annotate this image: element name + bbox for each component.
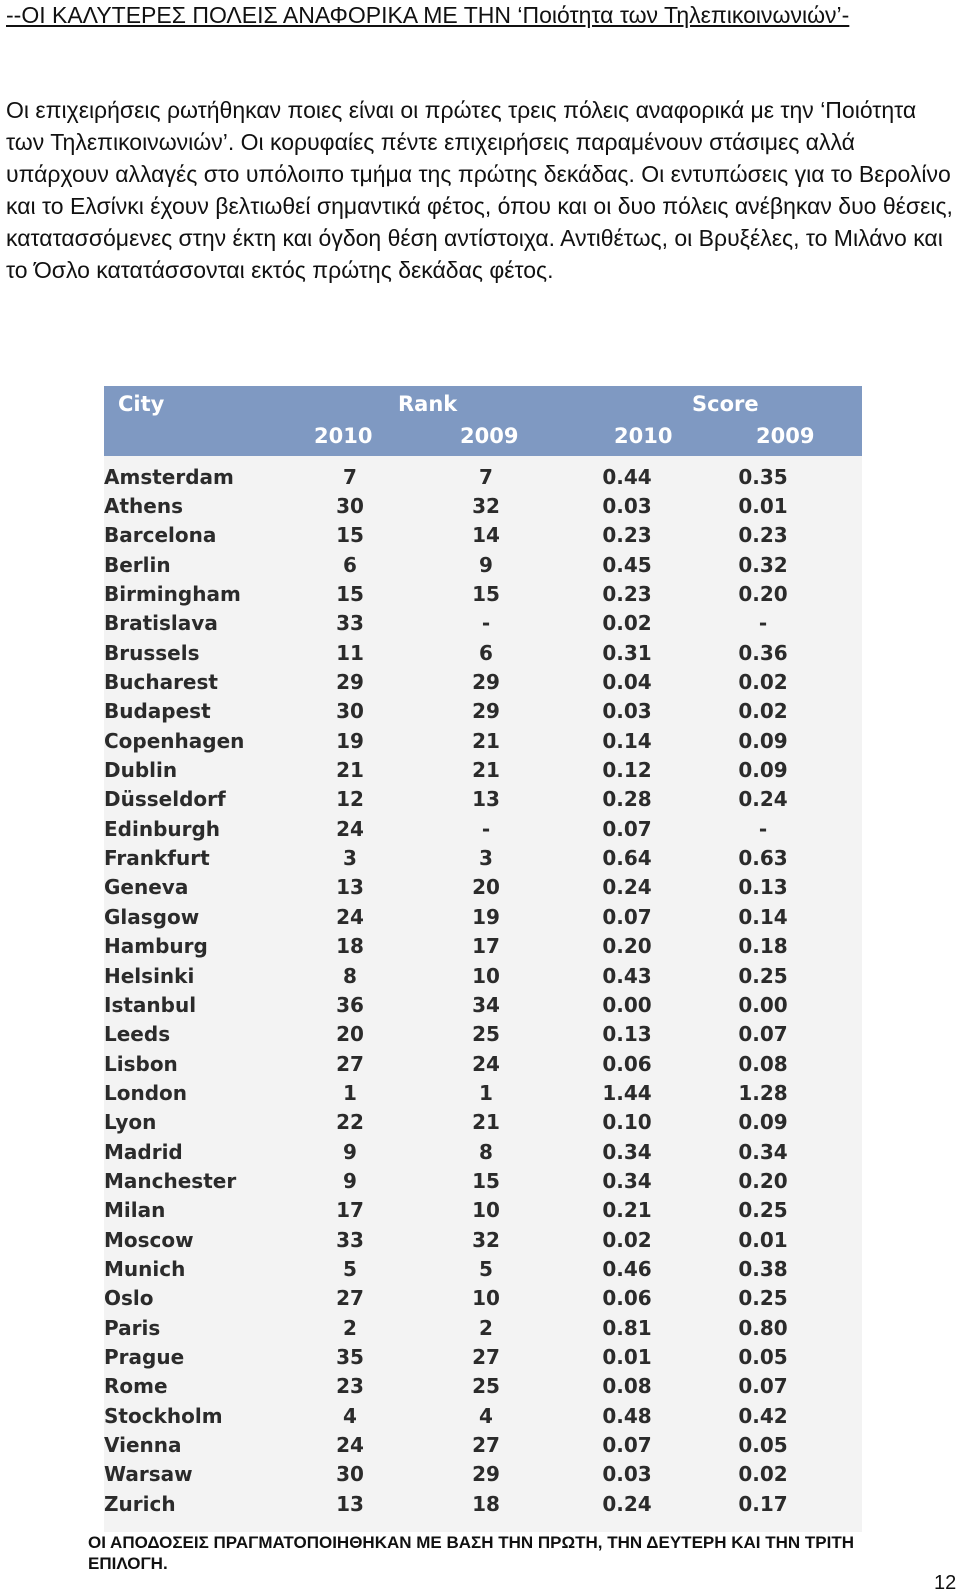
cell-score-2009: 0.05 xyxy=(738,1344,788,1369)
cell-rank-2010: 29 xyxy=(336,670,364,695)
cell-score-2010: 1.44 xyxy=(602,1080,652,1105)
table-row xyxy=(104,1401,858,1430)
cell-rank-2010: 23 xyxy=(336,1374,364,1399)
cell-city: Athens xyxy=(104,494,183,519)
cell-rank-2010: 7 xyxy=(343,464,357,489)
cell-rank-2010: 30 xyxy=(336,699,364,724)
cell-rank-2009: 25 xyxy=(472,1374,500,1399)
cell-score-2009: 0.63 xyxy=(738,846,788,871)
cell-rank-2010: 1 xyxy=(343,1080,357,1105)
cell-rank-2010: 27 xyxy=(336,1051,364,1076)
table-row xyxy=(104,462,858,491)
table-row xyxy=(104,491,858,520)
cell-score-2010: 0.44 xyxy=(602,464,652,489)
table-body xyxy=(104,462,858,1518)
cell-rank-2010: 4 xyxy=(343,1403,357,1428)
cell-city: Hamburg xyxy=(104,934,208,959)
table-row xyxy=(104,1049,858,1078)
cell-rank-2010: 2 xyxy=(343,1315,357,1340)
table-row xyxy=(104,1254,858,1283)
cell-score-2009: 0.09 xyxy=(738,758,788,783)
cell-score-2010: 0.12 xyxy=(602,758,652,783)
cell-score-2009: 0.20 xyxy=(738,582,788,607)
cell-score-2009: 0.23 xyxy=(738,523,788,548)
cell-score-2009: 0.80 xyxy=(738,1315,788,1340)
cell-city: Moscow xyxy=(104,1227,194,1252)
cell-city: Helsinki xyxy=(104,963,195,988)
cell-rank-2010: 3 xyxy=(343,846,357,871)
cell-score-2010: 0.34 xyxy=(602,1168,652,1193)
table-row xyxy=(104,697,858,726)
cell-city: Copenhagen xyxy=(104,728,245,753)
table-row xyxy=(104,785,858,814)
cell-city: Bratislava xyxy=(104,611,218,636)
table-row xyxy=(104,726,858,755)
table-row xyxy=(104,1489,858,1518)
cell-rank-2010: 17 xyxy=(336,1198,364,1223)
cell-score-2009: 0.35 xyxy=(738,464,788,489)
cell-city: Stockholm xyxy=(104,1403,223,1428)
table-row xyxy=(104,814,858,843)
cell-score-2009: 0.25 xyxy=(738,963,788,988)
header-score-2010: 2010 xyxy=(614,424,673,448)
cell-score-2009: 0.08 xyxy=(738,1051,788,1076)
cell-rank-2010: 15 xyxy=(336,523,364,548)
cell-score-2009: 0.38 xyxy=(738,1256,788,1281)
cell-city: Frankfurt xyxy=(104,846,210,871)
cell-city: Paris xyxy=(104,1315,161,1340)
cell-rank-2010: 11 xyxy=(336,640,364,665)
intro-paragraph: Οι επιχειρήσεις ρωτήθηκαν ποιες είναι οι πρώτες τρεις πόλεις αναφορικά με την ‘Ποιότητα των Τηλεπικοινωνιών’. Οι κορυφαίες πέντε επιχειρήσεις παραμένουν στάσιμες αλλά υπάρχουν αλλαγές στο υπόλοιπο τμήμα της πρώτης δεκάδας. Οι εντυπώσεις για το Βερολίνο και το Ελσίνκι έχουν βελτιωθεί σημαντικά φέτος, όπου και οι δυο πόλεις ανέβηκαν δυο θέσεις, κατατασσόμενες στην έκτη και όγδοη θέση αντίστοιχα. Αντιθέτως, οι Βρυξέλες, το Μιλάνο και το Όσλο κατατάσσονται εκτός πρώτης δεκάδας φέτος. xyxy=(6,97,953,283)
cell-score-2010: 0.24 xyxy=(602,1491,652,1516)
cell-score-2010: 0.48 xyxy=(602,1403,652,1428)
page-number: 12 xyxy=(934,1572,957,1594)
cell-score-2009: 0.02 xyxy=(738,699,788,724)
cell-score-2010: 0.02 xyxy=(602,611,652,636)
table-row xyxy=(104,550,858,579)
cell-score-2009: 0.25 xyxy=(738,1198,788,1223)
table-row xyxy=(104,843,858,872)
cell-rank-2009: 21 xyxy=(472,758,500,783)
table-row xyxy=(104,1372,858,1401)
cell-rank-2009: 15 xyxy=(472,1168,500,1193)
cell-rank-2009: 3 xyxy=(479,846,493,871)
cell-rank-2009: 10 xyxy=(472,1286,500,1311)
cell-rank-2009: 1 xyxy=(479,1080,493,1105)
cell-rank-2009: 29 xyxy=(472,1462,500,1487)
cell-city: Birmingham xyxy=(104,582,241,607)
cell-city: Bucharest xyxy=(104,670,218,695)
cell-city: Edinburgh xyxy=(104,816,221,841)
cell-score-2010: 0.45 xyxy=(602,552,652,577)
cell-rank-2010: 24 xyxy=(336,816,364,841)
header-rank: Rank xyxy=(398,392,458,416)
cell-rank-2009: 18 xyxy=(472,1491,500,1516)
cell-score-2010: 0.81 xyxy=(602,1315,652,1340)
city-ranking-table xyxy=(104,386,862,1532)
cell-rank-2009: 20 xyxy=(472,875,500,900)
cell-city: Berlin xyxy=(104,552,171,577)
cell-rank-2009: 15 xyxy=(472,582,500,607)
cell-city: Madrid xyxy=(104,1139,183,1164)
cell-rank-2009: - xyxy=(481,816,491,841)
cell-rank-2010: 22 xyxy=(336,1110,364,1135)
cell-city: Leeds xyxy=(104,1022,171,1047)
cell-rank-2010: 9 xyxy=(343,1139,357,1164)
cell-score-2009: 0.00 xyxy=(738,992,788,1017)
cell-rank-2009: 9 xyxy=(479,552,493,577)
table-row xyxy=(104,1108,858,1137)
cell-rank-2009: 29 xyxy=(472,699,500,724)
cell-score-2009: 0.02 xyxy=(738,1462,788,1487)
table-row xyxy=(104,1342,858,1371)
cell-score-2009: 0.36 xyxy=(738,640,788,665)
cell-city: Düsseldorf xyxy=(104,787,226,812)
cell-score-2010: 0.07 xyxy=(602,904,652,929)
cell-city: Barcelona xyxy=(104,523,217,548)
table-row xyxy=(104,990,858,1019)
footnote: ΟΙ ΑΠΟΔΟΣΕΙΣ ΠΡΑΓΜΑΤΟΠΟΙΗΘΗΚΑΝ ΜΕ ΒΑΣΗ ΤΗΝ ΠΡΩΤΗ, ΤΗΝ ΔΕΥΤΕΡΗ ΚΑΙ ΤΗΝ ΤΡΙΤΗ ΕΠΙΛΟΓΗ. xyxy=(88,1533,855,1573)
cell-rank-2010: 36 xyxy=(336,992,364,1017)
cell-score-2009: 0.09 xyxy=(738,728,788,753)
cell-rank-2010: 5 xyxy=(343,1256,357,1281)
cell-rank-2009: 17 xyxy=(472,934,500,959)
cell-rank-2009: 4 xyxy=(479,1403,493,1428)
cell-rank-2010: 15 xyxy=(336,582,364,607)
cell-rank-2009: 27 xyxy=(472,1433,500,1458)
cell-score-2010: 0.46 xyxy=(602,1256,652,1281)
cell-rank-2009: 19 xyxy=(472,904,500,929)
cell-rank-2010: 33 xyxy=(336,611,364,636)
cell-score-2010: 0.04 xyxy=(602,670,652,695)
table-row xyxy=(104,667,858,696)
cell-rank-2010: 12 xyxy=(336,787,364,812)
cell-rank-2009: 21 xyxy=(472,728,500,753)
cell-score-2010: 0.07 xyxy=(602,816,652,841)
cell-city: London xyxy=(104,1080,188,1105)
table-row xyxy=(104,1225,858,1254)
cell-score-2009: 0.24 xyxy=(738,787,788,812)
header-rank-2010: 2010 xyxy=(314,424,373,448)
cell-score-2010: 0.24 xyxy=(602,875,652,900)
cell-score-2009: 0.07 xyxy=(738,1022,788,1047)
cell-city: Warsaw xyxy=(104,1462,193,1487)
table-row xyxy=(104,1313,858,1342)
cell-rank-2009: 32 xyxy=(472,494,500,519)
cell-score-2010: 0.10 xyxy=(602,1110,652,1135)
cell-score-2009: 0.32 xyxy=(738,552,788,577)
cell-rank-2009: 27 xyxy=(472,1344,500,1369)
cell-city: Lisbon xyxy=(104,1051,178,1076)
cell-rank-2009: 34 xyxy=(472,992,500,1017)
cell-rank-2009: 14 xyxy=(472,523,500,548)
cell-score-2010: 0.03 xyxy=(602,699,652,724)
cell-city: Amsterdam xyxy=(104,464,234,489)
header-city: City xyxy=(118,392,165,416)
cell-city: Brussels xyxy=(104,640,200,665)
cell-score-2009: 0.20 xyxy=(738,1168,788,1193)
cell-score-2010: 0.31 xyxy=(602,640,652,665)
table-header xyxy=(104,386,862,456)
table-row xyxy=(104,1166,858,1195)
cell-rank-2010: 33 xyxy=(336,1227,364,1252)
table-row xyxy=(104,1430,858,1459)
cell-rank-2010: 8 xyxy=(343,963,357,988)
section-heading: --ΟΙ ΚΑΛΥΤΕΡΕΣ ΠΟΛΕΙΣ ΑΝΑΦΟΡΙΚΑ ΜΕ ΤΗΝ ‘Ποιότητα των Τηλεπικοινωνιών’- xyxy=(6,2,850,28)
table-row xyxy=(104,755,858,784)
cell-city: Dublin xyxy=(104,758,178,783)
cell-score-2009: - xyxy=(758,816,768,841)
cell-score-2010: 0.20 xyxy=(602,934,652,959)
cell-city: Glasgow xyxy=(104,904,200,929)
table-row xyxy=(104,579,858,608)
header-rank-2009: 2009 xyxy=(460,424,519,448)
cell-city: Vienna xyxy=(104,1433,182,1458)
table-row xyxy=(104,902,858,931)
cell-rank-2009: 6 xyxy=(479,640,493,665)
cell-score-2010: 0.03 xyxy=(602,1462,652,1487)
cell-rank-2010: 27 xyxy=(336,1286,364,1311)
cell-score-2009: 0.01 xyxy=(738,494,788,519)
cell-score-2009: 0.05 xyxy=(738,1433,788,1458)
cell-rank-2009: 29 xyxy=(472,670,500,695)
cell-score-2009: 0.42 xyxy=(738,1403,788,1428)
cell-score-2010: 0.01 xyxy=(602,1344,652,1369)
cell-score-2010: 0.06 xyxy=(602,1286,652,1311)
cell-score-2009: 0.17 xyxy=(738,1491,788,1516)
cell-rank-2009: 5 xyxy=(479,1256,493,1281)
cell-score-2010: 0.23 xyxy=(602,582,652,607)
cell-score-2010: 0.64 xyxy=(602,846,652,871)
cell-rank-2010: 24 xyxy=(336,1433,364,1458)
cell-rank-2010: 30 xyxy=(336,494,364,519)
cell-score-2009: 0.07 xyxy=(738,1374,788,1399)
cell-score-2009: 0.18 xyxy=(738,934,788,959)
cell-city: Lyon xyxy=(104,1110,157,1135)
table-row xyxy=(104,1460,858,1489)
cell-rank-2009: 7 xyxy=(479,464,493,489)
cell-city: Milan xyxy=(104,1198,166,1223)
cell-rank-2009: 10 xyxy=(472,963,500,988)
cell-rank-2010: 21 xyxy=(336,758,364,783)
cell-rank-2010: 13 xyxy=(336,1491,364,1516)
cell-city: Budapest xyxy=(104,699,211,724)
cell-rank-2009: 25 xyxy=(472,1022,500,1047)
cell-rank-2009: 21 xyxy=(472,1110,500,1135)
table-row xyxy=(104,521,858,550)
cell-rank-2009: 32 xyxy=(472,1227,500,1252)
cell-score-2010: 0.03 xyxy=(602,494,652,519)
cell-rank-2010: 30 xyxy=(336,1462,364,1487)
cell-score-2010: 0.34 xyxy=(602,1139,652,1164)
cell-city: Prague xyxy=(104,1344,185,1369)
cell-score-2009: 0.01 xyxy=(738,1227,788,1252)
cell-score-2009: 0.25 xyxy=(738,1286,788,1311)
table-row xyxy=(104,932,858,961)
table-row xyxy=(104,873,858,902)
cell-rank-2009: 2 xyxy=(479,1315,493,1340)
cell-city: Geneva xyxy=(104,875,189,900)
cell-score-2009: - xyxy=(758,611,768,636)
table-row xyxy=(104,1078,858,1107)
cell-score-2010: 0.02 xyxy=(602,1227,652,1252)
cell-rank-2010: 24 xyxy=(336,904,364,929)
header-score: Score xyxy=(692,392,759,416)
header-score-2009: 2009 xyxy=(756,424,815,448)
table-row xyxy=(104,1284,858,1313)
cell-score-2010: 0.07 xyxy=(602,1433,652,1458)
cell-score-2009: 0.13 xyxy=(738,875,788,900)
cell-rank-2010: 6 xyxy=(343,552,357,577)
cell-score-2009: 1.28 xyxy=(738,1080,788,1105)
cell-rank-2010: 13 xyxy=(336,875,364,900)
cell-score-2010: 0.08 xyxy=(602,1374,652,1399)
cell-score-2009: 0.09 xyxy=(738,1110,788,1135)
cell-city: Munich xyxy=(104,1256,186,1281)
table-row xyxy=(104,1196,858,1225)
cell-score-2010: 0.00 xyxy=(602,992,652,1017)
cell-rank-2009: - xyxy=(481,611,491,636)
cell-rank-2010: 9 xyxy=(343,1168,357,1193)
cell-rank-2010: 20 xyxy=(336,1022,364,1047)
cell-city: Oslo xyxy=(104,1286,154,1311)
cell-rank-2009: 8 xyxy=(479,1139,493,1164)
cell-city: Rome xyxy=(104,1374,168,1399)
table-row xyxy=(104,1020,858,1049)
cell-rank-2009: 13 xyxy=(472,787,500,812)
cell-rank-2009: 24 xyxy=(472,1051,500,1076)
cell-score-2010: 0.43 xyxy=(602,963,652,988)
cell-score-2009: 0.34 xyxy=(738,1139,788,1164)
cell-score-2009: 0.14 xyxy=(738,904,788,929)
cell-score-2010: 0.14 xyxy=(602,728,652,753)
cell-city: Istanbul xyxy=(104,992,197,1017)
cell-rank-2010: 19 xyxy=(336,728,364,753)
cell-rank-2009: 10 xyxy=(472,1198,500,1223)
table-row xyxy=(104,961,858,990)
cell-score-2010: 0.13 xyxy=(602,1022,652,1047)
table-row xyxy=(104,1137,858,1166)
cell-score-2010: 0.23 xyxy=(602,523,652,548)
cell-city: Zurich xyxy=(104,1491,176,1516)
cell-score-2009: 0.02 xyxy=(738,670,788,695)
table-row xyxy=(104,638,858,667)
cell-score-2010: 0.21 xyxy=(602,1198,652,1223)
cell-score-2010: 0.06 xyxy=(602,1051,652,1076)
table-row xyxy=(104,609,858,638)
cell-city: Manchester xyxy=(104,1168,237,1193)
cell-rank-2010: 35 xyxy=(336,1344,364,1369)
cell-rank-2010: 18 xyxy=(336,934,364,959)
cell-score-2010: 0.28 xyxy=(602,787,652,812)
